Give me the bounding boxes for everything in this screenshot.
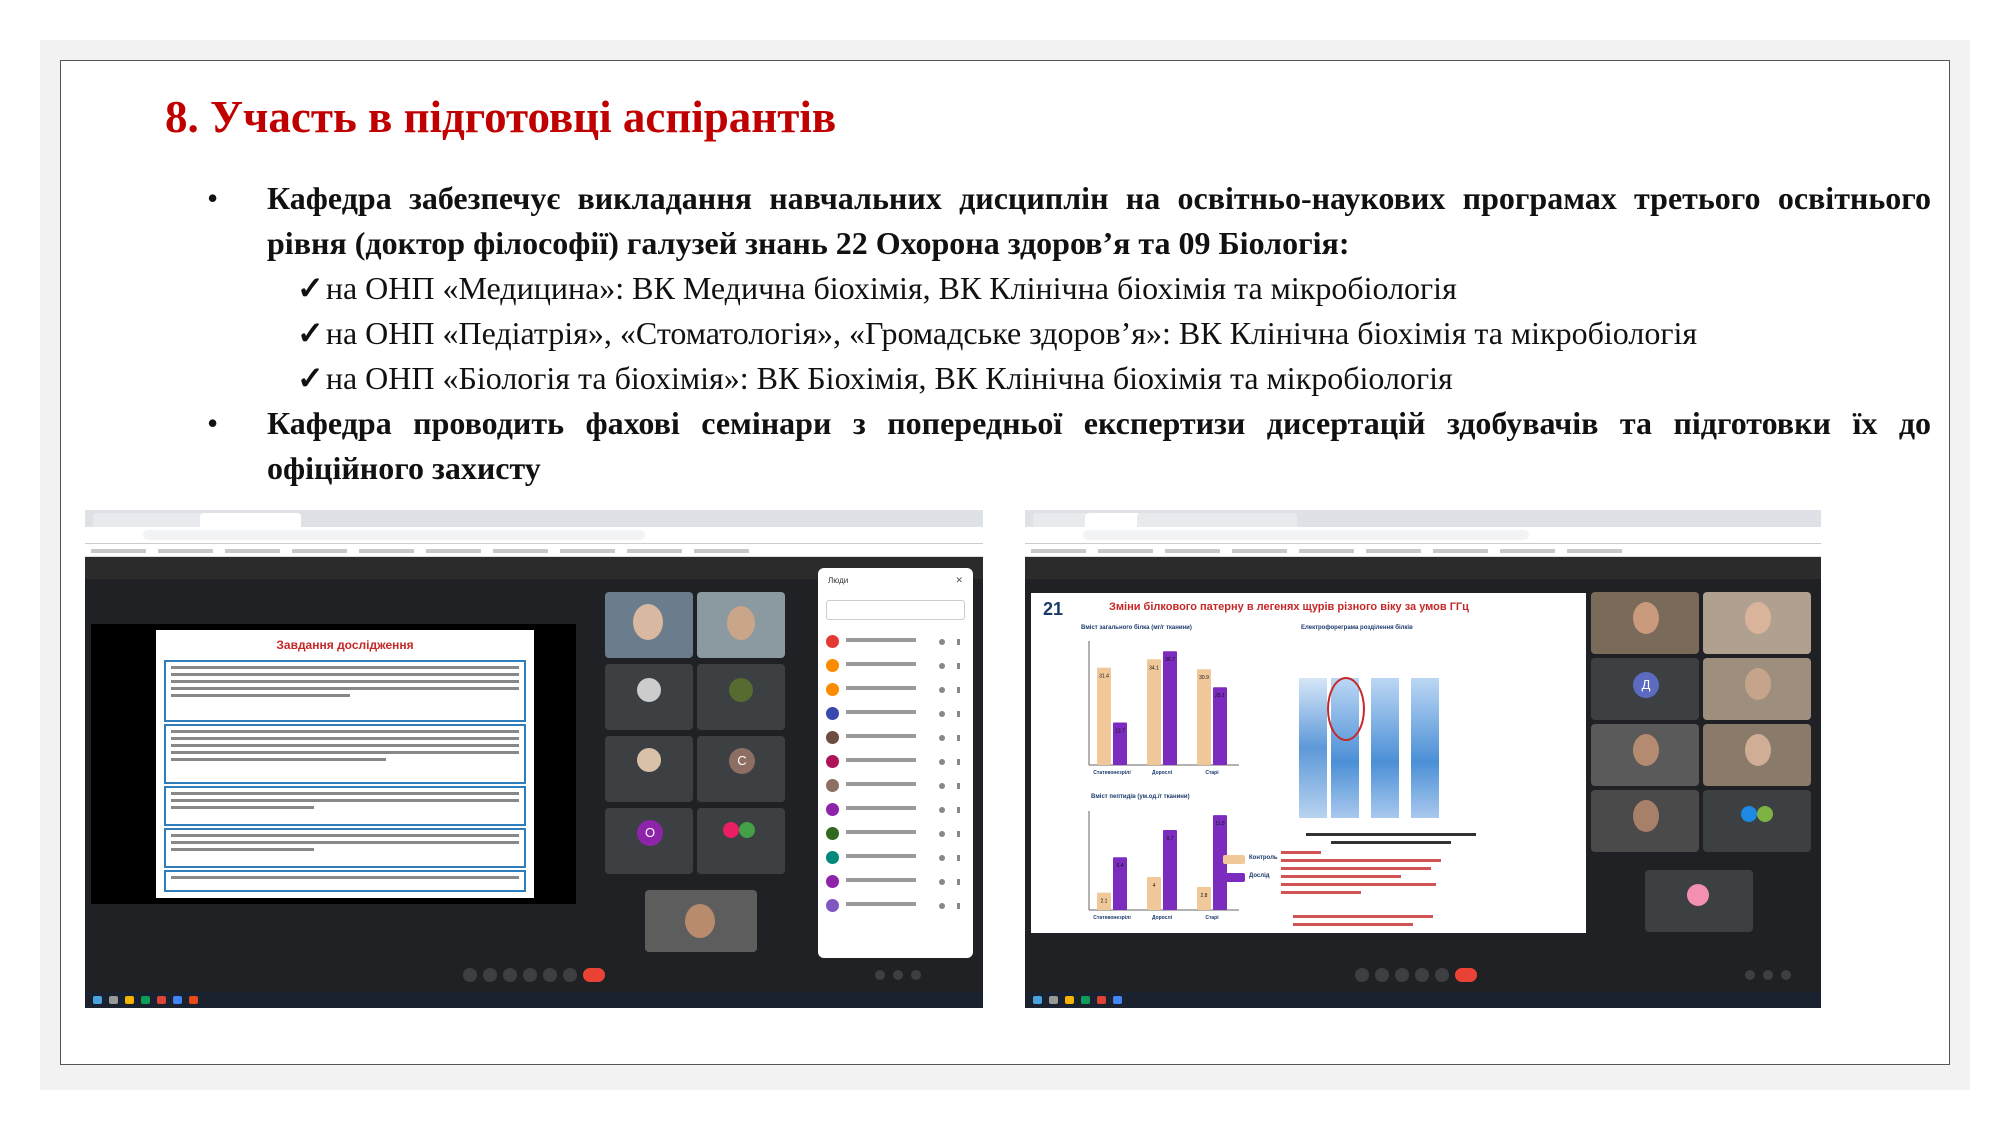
protein-bar-chart — [1071, 633, 1251, 783]
electrophoresis-title: Електрофореграма розділення білків — [1301, 625, 1413, 631]
mic-button[interactable] — [463, 968, 477, 982]
participant-video[interactable] — [1703, 724, 1811, 786]
people-row[interactable] — [826, 630, 965, 654]
avatar — [637, 678, 661, 702]
participant-video[interactable] — [1703, 592, 1811, 654]
avatar — [1741, 806, 1757, 822]
check-text: на ОНП «Медицина»: ВК Медична біохімія, ВК Клінічна біохімія та мікробіологія — [325, 270, 1457, 306]
bullet-text: Кафедра проводить фахові семінари з попередньої експертизи дисертацій здобувачів та підготовки їх до офіційного захисту — [267, 405, 1931, 486]
bullet-item — [131, 176, 1931, 266]
check-item — [131, 266, 1931, 311]
people-row[interactable] — [826, 870, 965, 894]
task-box — [164, 786, 526, 826]
data-label: 31.4 — [1099, 673, 1109, 680]
bullet-list — [131, 176, 1931, 491]
bullet-text: Кафедра забезпечує викладання навчальних дисциплін на освітньо-наукових програмах третього освітнього рівня (доктор філософії) галузей знань 22 Охорона здоров’я та 09 Біологія: — [267, 180, 1931, 261]
slide-title: 8. Участь в підготовці аспірантів — [165, 92, 837, 142]
task-box — [164, 724, 526, 784]
bullet-marker: • — [207, 405, 219, 441]
data-label: 25.1 — [1215, 693, 1225, 700]
shared-slide-title: Зміни білкового патерну в легенях щурів різного віку за умов ГГц — [1109, 601, 1469, 613]
browser-tab-active[interactable] — [200, 513, 301, 527]
legend-swatch-control — [1223, 855, 1245, 864]
start-icon[interactable] — [93, 996, 102, 1004]
avatar — [729, 678, 753, 702]
more-options-button[interactable] — [1435, 968, 1449, 982]
os-taskbar — [85, 992, 983, 1008]
more-options-button[interactable] — [563, 968, 577, 982]
chart-title: Вміст загального білка (мг/г тканини) — [1081, 625, 1192, 631]
bar — [1147, 659, 1161, 765]
bullet-item — [131, 401, 1931, 491]
data-label: 2.8 — [1200, 892, 1208, 899]
camera-button[interactable] — [1375, 968, 1389, 982]
tick-label: Дорослі — [1151, 915, 1173, 921]
chat-button[interactable] — [1781, 970, 1791, 980]
start-icon[interactable] — [1033, 996, 1042, 1004]
people-row[interactable] — [826, 822, 965, 846]
data-label: 2.1 — [1100, 898, 1108, 905]
data-label: 34.1 — [1149, 665, 1159, 672]
data-label: 30.9 — [1199, 675, 1209, 682]
captions-button[interactable] — [503, 968, 517, 982]
browser-tab[interactable] — [1137, 513, 1193, 527]
captions-button[interactable] — [1395, 968, 1409, 982]
self-view[interactable] — [1645, 870, 1753, 932]
people-row[interactable] — [826, 678, 965, 702]
participant-video[interactable] — [1591, 724, 1699, 786]
avatar: Д — [1633, 672, 1659, 698]
task-box — [164, 870, 526, 892]
check-text: на ОНП «Педіатрія», «Стоматологія», «Громадське здоров’я»: ВК Клінічна біохімія та мікробіологія — [325, 315, 1698, 351]
people-button[interactable] — [893, 970, 903, 980]
browser-tab[interactable] — [1241, 513, 1297, 527]
raise-hand-button[interactable] — [523, 968, 537, 982]
peptide-bar-chart — [1071, 803, 1251, 928]
self-view[interactable] — [645, 890, 757, 952]
chart-title: Вміст пептидів (ум.од./г тканини) — [1091, 794, 1190, 800]
participant-group-tile[interactable] — [1703, 790, 1811, 852]
bookmarks-bar — [85, 544, 983, 557]
avatar: С — [729, 748, 755, 774]
browser-tab-bar — [1025, 510, 1821, 527]
url-field[interactable] — [1083, 530, 1529, 540]
tick-label: Дорослі — [1151, 770, 1173, 776]
participant-tile[interactable] — [605, 736, 693, 802]
shared-slide-title: Завдання дослідження — [276, 638, 414, 652]
bar — [1163, 651, 1177, 765]
bullet-marker: • — [207, 180, 219, 216]
participant-video[interactable] — [1591, 790, 1699, 852]
meeting-screenshot-1 — [85, 510, 983, 1008]
participant-tile[interactable] — [697, 664, 785, 730]
participant-video[interactable] — [697, 592, 785, 658]
participant-tile[interactable] — [605, 808, 693, 874]
data-label: 11.5 — [1215, 821, 1225, 828]
avatar — [637, 748, 661, 772]
avatar — [1687, 884, 1709, 906]
gel-lane — [1299, 678, 1327, 818]
meeting-controls-bar — [1025, 958, 1821, 992]
check-item — [131, 356, 1931, 401]
url-field[interactable] — [143, 530, 645, 540]
check-icon: ✓ — [297, 360, 324, 396]
address-bar[interactable] — [1025, 527, 1821, 544]
gel-lane — [1411, 678, 1439, 818]
address-bar[interactable] — [85, 527, 983, 544]
shared-slide — [156, 630, 534, 898]
browser-tab[interactable] — [1189, 513, 1245, 527]
shared-slide — [1031, 593, 1586, 933]
browser-tab[interactable] — [1033, 513, 1089, 527]
chat-button[interactable] — [911, 970, 921, 980]
people-row[interactable] — [826, 774, 965, 798]
data-label: 4 — [1152, 883, 1156, 889]
os-taskbar — [1025, 992, 1821, 1008]
tick-label: Статевонезрілі — [1093, 915, 1131, 921]
people-row[interactable] — [826, 726, 965, 750]
tick-label: Старі — [1205, 770, 1219, 776]
avatar: О — [637, 820, 663, 846]
close-icon[interactable]: ✕ — [955, 575, 963, 585]
info-button[interactable] — [1745, 970, 1755, 980]
tick-label: Статевонезрілі — [1093, 770, 1131, 776]
mic-button[interactable] — [1355, 968, 1369, 982]
check-icon: ✓ — [297, 270, 324, 306]
participant-video[interactable] — [605, 592, 693, 658]
meeting-screenshot-2 — [1025, 510, 1821, 1008]
people-panel — [818, 568, 973, 958]
task-box — [164, 828, 526, 868]
people-row[interactable] — [826, 846, 965, 870]
data-label: 36.7 — [1165, 657, 1175, 664]
people-panel-title: Люди — [828, 576, 849, 585]
check-item — [131, 311, 1931, 356]
bar — [1197, 669, 1211, 765]
participant-video[interactable] — [1703, 658, 1811, 720]
check-text: на ОНП «Біологія та біохімія»: ВК Біохімія, ВК Клінічна біохімія та мікробіологія — [325, 360, 1453, 396]
data-label: 13.7 — [1115, 728, 1125, 735]
people-row[interactable] — [826, 750, 965, 774]
participant-tile[interactable] — [605, 664, 693, 730]
avatar — [1757, 806, 1773, 822]
legend-label: Контроль — [1249, 855, 1278, 861]
people-row[interactable] — [826, 654, 965, 678]
participant-tile[interactable] — [1591, 658, 1699, 720]
browser-tab-active[interactable] — [1085, 513, 1141, 527]
task-box — [164, 660, 526, 722]
end-call-button[interactable] — [583, 968, 605, 982]
legend-swatch-experiment — [1223, 873, 1245, 882]
people-row[interactable] — [826, 702, 965, 726]
bar — [1097, 668, 1111, 765]
present-button[interactable] — [543, 968, 557, 982]
info-button[interactable] — [875, 970, 885, 980]
avatar — [739, 822, 755, 838]
check-icon: ✓ — [297, 315, 324, 351]
end-call-button[interactable] — [1455, 968, 1477, 982]
present-button[interactable] — [1415, 968, 1429, 982]
participant-tile[interactable] — [697, 736, 785, 802]
legend-label: Дослід — [1249, 873, 1270, 879]
camera-button[interactable] — [483, 968, 497, 982]
bookmarks-bar — [1025, 544, 1821, 557]
participant-group-tile[interactable] — [697, 808, 785, 874]
people-search-input[interactable] — [826, 600, 965, 620]
highlight-ellipse — [1327, 677, 1365, 741]
avatar — [723, 822, 739, 838]
browser-tab[interactable] — [93, 513, 204, 527]
people-row[interactable] — [826, 894, 965, 918]
people-row[interactable] — [826, 798, 965, 822]
browser-tab-bar — [85, 510, 983, 527]
presenter-bar — [1025, 557, 1821, 579]
gel-lane — [1371, 678, 1399, 818]
people-button[interactable] — [1763, 970, 1773, 980]
data-label: 9.7 — [1166, 835, 1174, 842]
slide-number: 21 — [1043, 599, 1064, 619]
data-label: 6.4 — [1116, 863, 1124, 870]
notes-block — [1281, 851, 1451, 911]
tick-label: Старі — [1205, 915, 1219, 921]
bar — [1147, 877, 1161, 910]
participant-video[interactable] — [1591, 592, 1699, 654]
meeting-controls-bar — [85, 958, 983, 992]
